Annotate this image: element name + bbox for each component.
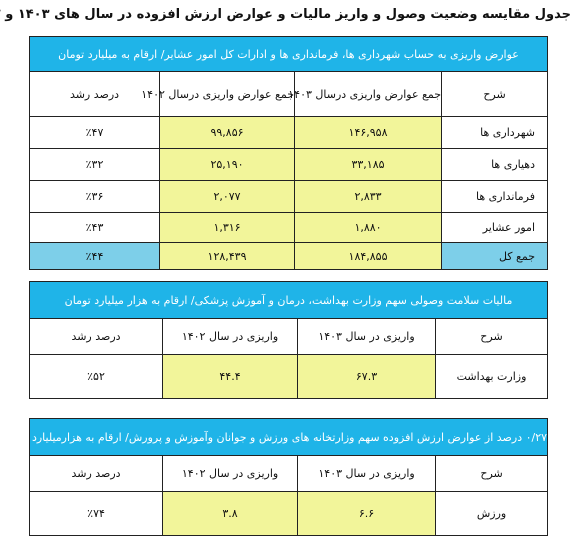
total-label: جمع کل [442, 243, 548, 270]
sports-education-table [2, 418, 548, 536]
table-row [30, 181, 548, 213]
value-1402: ۲,۰۷۷ [160, 181, 295, 213]
value-1403: ۲,۸۳۳ [295, 181, 442, 213]
table-header: عوارض واریزی به حساب شهرداری ها، فرمانداری ها و ادارات کل امور عشایر/ ارقام به میلیارد تومان [30, 37, 548, 72]
value-1403: ۶۷.۳ [298, 355, 436, 399]
row-label: دهیاری ها [442, 149, 548, 181]
column-header: درصد رشد [30, 319, 163, 355]
table-row [30, 149, 548, 181]
value-1403: ۱۴۶,۹۵۸ [295, 117, 442, 149]
growth-percent: ٪۳۶ [30, 181, 160, 213]
column-header: شرح [442, 72, 548, 117]
municipal-levies-table [29, 36, 548, 270]
table-header: ۰/۲۷ درصد از عوارض ارزش افزوده سهم وزارتخانه های ورزش و جوانان وآموزش و پرورش/ ارقام به هزارمیلیارد تومان [30, 419, 548, 456]
column-header: واریزی در سال ۱۴۰۳ [298, 456, 436, 492]
total-row [30, 243, 548, 270]
table-row [30, 213, 548, 243]
value-1402: ۲۵,۱۹۰ [160, 149, 295, 181]
column-header: شرح [436, 319, 548, 355]
growth-percent: ٪۳۲ [30, 149, 160, 181]
total-1403: ۱۸۴,۸۵۵ [295, 243, 442, 270]
page-title: جدول مقایسه وضعیت وصول و واریز مالیات و عوارض ارزش افزوده در سال های ۱۴۰۳ و [5, 7, 571, 22]
column-header: درصد رشد [30, 72, 160, 117]
column-header: واریزی در سال ۱۴۰۲ [163, 319, 298, 355]
column-header: واریزی در سال ۱۴۰۳ [298, 319, 436, 355]
health-tax-table [29, 281, 548, 399]
column-header: جمع عوارض واریزی درسال ۱۴۰۲ [160, 72, 295, 117]
value-1402: ۴۴.۴ [163, 355, 298, 399]
total-growth: ٪۴۴ [30, 243, 160, 270]
value-1403: ۶.۶ [298, 492, 436, 536]
value-1402: ۹۹,۸۵۶ [160, 117, 295, 149]
growth-percent: ٪۴۷ [30, 117, 160, 149]
column-header: درصد رشد [30, 456, 163, 492]
row-label: شهرداری ها [442, 117, 548, 149]
row-label: ورزش [436, 492, 548, 536]
total-1402: ۱۲۸,۴۳۹ [160, 243, 295, 270]
value-1402: ۳.۸ [163, 492, 298, 536]
growth-percent: ٪۷۴ [30, 492, 163, 536]
growth-percent: ٪۴۳ [30, 213, 160, 243]
row-label: فرمانداری ها [442, 181, 548, 213]
row-label: وزارت بهداشت [436, 355, 548, 399]
row-label: امور عشایر [442, 213, 548, 243]
value-1402: ۱,۳۱۶ [160, 213, 295, 243]
growth-percent: ٪۵۲ [30, 355, 163, 399]
column-header: جمع عوارض واریزی درسال ۱۴۰۳ [295, 72, 442, 117]
table-row [30, 492, 548, 536]
table-header: مالیات سلامت وصولی سهم وزارت بهداشت، درمان و آموزش پزشکی/ ارقام به هزار میلیارد تومان [30, 282, 548, 319]
value-1403: ۱,۸۸۰ [295, 213, 442, 243]
column-header: واریزی در سال ۱۴۰۲ [163, 456, 298, 492]
table-row [30, 117, 548, 149]
value-1403: ۳۳,۱۸۵ [295, 149, 442, 181]
table-row [30, 355, 548, 399]
column-header: شرح [436, 456, 548, 492]
